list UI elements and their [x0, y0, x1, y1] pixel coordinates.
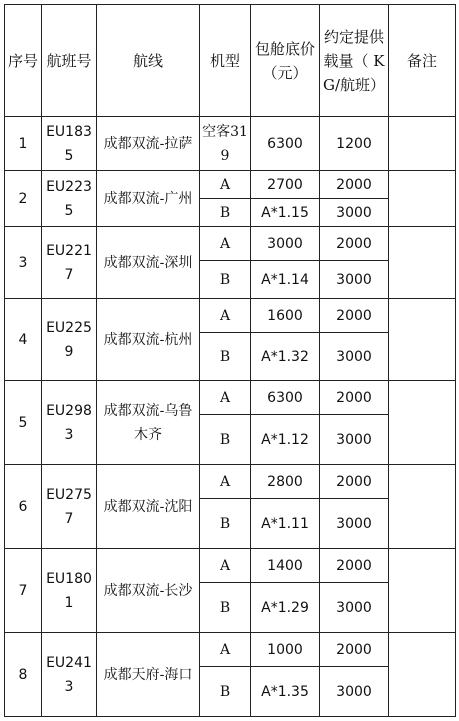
cell-price: 1600 — [251, 299, 320, 333]
cell-aircraft: A — [200, 171, 251, 199]
header-price: 包舱底价（元） — [251, 5, 320, 117]
cell-flight: EU2235 — [42, 171, 97, 227]
cell-index: 1 — [5, 117, 42, 171]
header-row — [5, 5, 456, 117]
cell-remark — [389, 299, 456, 381]
cell-route: 成都双流-深圳 — [97, 227, 200, 299]
cell-price: A*1.32 — [251, 333, 320, 381]
cell-index: 7 — [5, 549, 42, 633]
cell-price: 1400 — [251, 549, 320, 583]
table-row — [5, 465, 456, 499]
cell-capacity: 3000 — [320, 667, 389, 717]
cell-price: 1000 — [251, 633, 320, 667]
cell-capacity: 1200 — [320, 117, 389, 171]
table-row — [5, 381, 456, 415]
cell-remark — [389, 171, 456, 227]
cell-price: A*1.15 — [251, 199, 320, 227]
cell-capacity: 3000 — [320, 583, 389, 633]
cell-aircraft: B — [200, 333, 251, 381]
cell-price: 2700 — [251, 171, 320, 199]
header-aircraft: 机型 — [200, 5, 251, 117]
cell-aircraft: B — [200, 667, 251, 717]
cell-remark — [389, 117, 456, 171]
cell-aircraft: A — [200, 227, 251, 261]
cell-flight: EU2259 — [42, 299, 97, 381]
cell-price: A*1.11 — [251, 499, 320, 549]
cell-price: 6300 — [251, 117, 320, 171]
cell-aircraft: 空客319 — [200, 117, 251, 171]
table-row — [5, 117, 456, 171]
cell-capacity: 2000 — [320, 549, 389, 583]
cell-index: 3 — [5, 227, 42, 299]
cell-flight: EU2413 — [42, 633, 97, 717]
cell-remark — [389, 549, 456, 633]
table-row — [5, 633, 456, 667]
cell-remark — [389, 381, 456, 465]
cell-capacity: 2000 — [320, 171, 389, 199]
cell-price: 6300 — [251, 381, 320, 415]
cell-index: 8 — [5, 633, 42, 717]
table-row — [5, 227, 456, 261]
cell-flight: EU2757 — [42, 465, 97, 549]
cell-price: A*1.35 — [251, 667, 320, 717]
cell-remark — [389, 227, 456, 299]
cell-capacity: 3000 — [320, 499, 389, 549]
table-row — [5, 549, 456, 583]
cell-capacity: 3000 — [320, 415, 389, 465]
cell-index: 2 — [5, 171, 42, 227]
cell-capacity: 2000 — [320, 381, 389, 415]
cell-aircraft: A — [200, 381, 251, 415]
cell-price: A*1.29 — [251, 583, 320, 633]
cell-capacity: 3000 — [320, 199, 389, 227]
cell-capacity: 2000 — [320, 633, 389, 667]
cell-price: 2800 — [251, 465, 320, 499]
cell-aircraft: B — [200, 199, 251, 227]
cell-aircraft: B — [200, 499, 251, 549]
cell-aircraft: B — [200, 583, 251, 633]
cell-aircraft: A — [200, 465, 251, 499]
cell-flight: EU2983 — [42, 381, 97, 465]
cell-aircraft: A — [200, 299, 251, 333]
cell-index: 5 — [5, 381, 42, 465]
table-row — [5, 171, 456, 199]
cell-price: A*1.12 — [251, 415, 320, 465]
header-remark: 备注 — [389, 5, 456, 117]
flight-charter-table — [4, 4, 456, 717]
header-flight: 航班号 — [42, 5, 97, 117]
cell-index: 4 — [5, 299, 42, 381]
cell-route: 成都双流-沈阳 — [97, 465, 200, 549]
cell-flight: EU1801 — [42, 549, 97, 633]
header-index: 序号 — [5, 5, 42, 117]
cell-flight: EU2217 — [42, 227, 97, 299]
cell-remark — [389, 633, 456, 717]
header-route: 航线 — [97, 5, 200, 117]
cell-route: 成都双流-乌鲁木齐 — [97, 381, 200, 465]
cell-price: 3000 — [251, 227, 320, 261]
cell-remark — [389, 465, 456, 549]
cell-capacity: 2000 — [320, 227, 389, 261]
cell-price: A*1.14 — [251, 261, 320, 299]
cell-capacity: 3000 — [320, 261, 389, 299]
cell-capacity: 2000 — [320, 465, 389, 499]
cell-route: 成都双流-拉萨 — [97, 117, 200, 171]
cell-flight: EU1835 — [42, 117, 97, 171]
cell-route: 成都双流-杭州 — [97, 299, 200, 381]
cell-route: 成都天府-海口 — [97, 633, 200, 717]
cell-capacity: 2000 — [320, 299, 389, 333]
header-capacity: 约定提供载量（ KG/航班） — [320, 5, 389, 117]
table-row — [5, 299, 456, 333]
cell-aircraft: B — [200, 415, 251, 465]
cell-capacity: 3000 — [320, 333, 389, 381]
cell-aircraft: B — [200, 261, 251, 299]
cell-route: 成都双流-长沙 — [97, 549, 200, 633]
cell-aircraft: A — [200, 549, 251, 583]
cell-route: 成都双流-广州 — [97, 171, 200, 227]
cell-aircraft: A — [200, 633, 251, 667]
cell-index: 6 — [5, 465, 42, 549]
